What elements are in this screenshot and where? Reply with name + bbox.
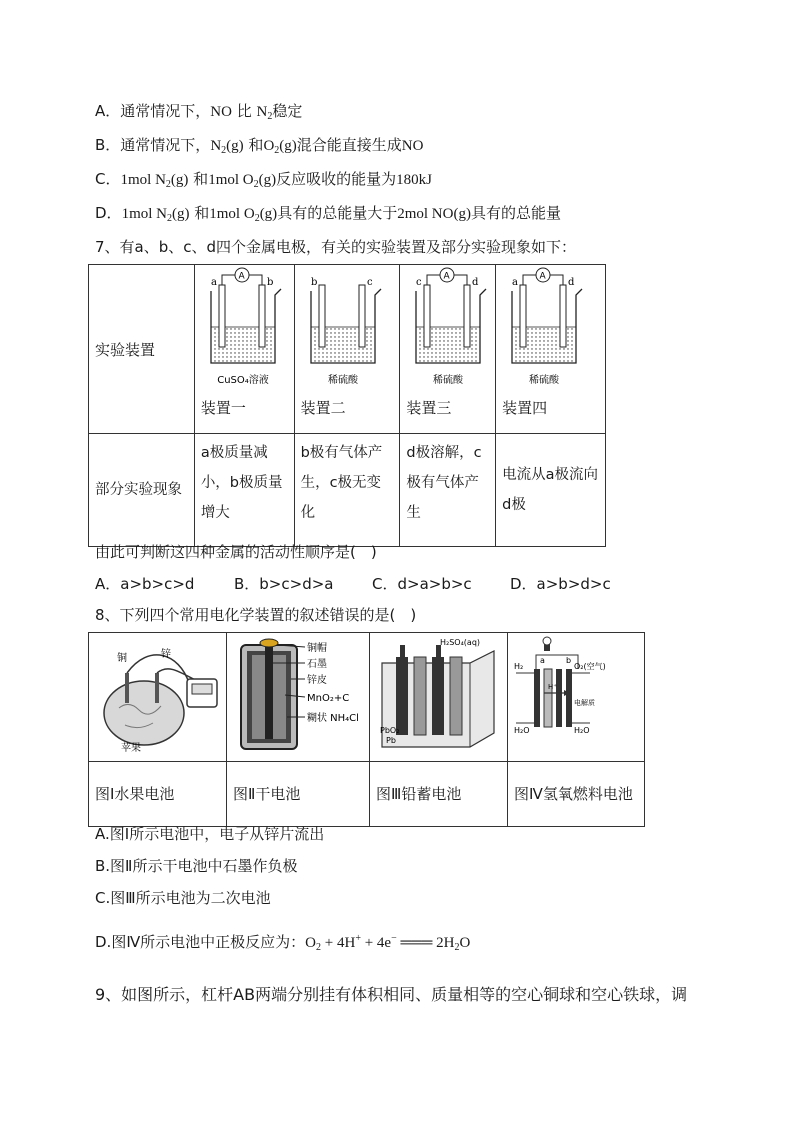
electrode-label-right: d bbox=[472, 277, 479, 288]
q8-figure-4 bbox=[508, 633, 645, 762]
lead-acid-battery-image bbox=[370, 633, 507, 757]
fuel-cell-label-electrolyte: 电解质 bbox=[574, 699, 595, 707]
q7-option-a: A．a>b>c>d bbox=[95, 575, 195, 593]
q6-option-c-text: 1mol $N_2(g)$ 和1mol $O_2(g)$反应吸收的能量为180kJ bbox=[120, 170, 432, 190]
q8-caption-2: 图Ⅱ干电池 bbox=[227, 762, 370, 827]
beaker-diagram bbox=[197, 267, 293, 395]
fruit-label-cu: 铜 bbox=[117, 653, 127, 664]
q7-question: 由此可判断这四种金属的活动性顺序是( ) bbox=[95, 543, 377, 561]
electrode-label-left: b bbox=[310, 277, 317, 288]
beaker-diagram bbox=[297, 267, 393, 395]
fuel-cell-label-a: a bbox=[540, 656, 545, 665]
q7-observation-1: a极质量减小，b极质量增大 bbox=[194, 434, 294, 547]
electrode-label-left: a bbox=[512, 277, 519, 288]
device-name: 装置四 bbox=[502, 399, 548, 417]
electrode-left bbox=[520, 285, 526, 347]
solution-label: CuSO₄溶液 bbox=[217, 375, 269, 386]
dry-cell-label-graphite: 石墨 bbox=[307, 659, 327, 670]
device-name: 装置三 bbox=[406, 399, 452, 417]
q6-option-d-text: 1mol $N_2(g)$ 和1mol $O_2(g)$具有的总能量大于2mol NO(g)具有的总能量 bbox=[121, 204, 561, 224]
electrode-left bbox=[319, 285, 325, 347]
q7-device-4 bbox=[496, 265, 606, 434]
ammeter-label: A bbox=[238, 271, 245, 282]
fruit-battery-image bbox=[89, 633, 226, 757]
electrode-label-right: d bbox=[568, 277, 575, 288]
lead-acid-label-pbo2: PbO₂ bbox=[380, 726, 400, 735]
lead-acid-label-pb: Pb bbox=[386, 736, 396, 745]
q9-stem: 9、如图所示，杠杆AB两端分别挂有体积相同、质量相等的空心铜球和空心铁球，调 bbox=[95, 985, 688, 1004]
electrode-left bbox=[424, 285, 430, 347]
q7-observation-2: b极有气体产生，c极无变化 bbox=[294, 434, 400, 547]
ammeter-label: A bbox=[443, 271, 451, 282]
beaker-diagram bbox=[498, 267, 594, 395]
q7-device-1 bbox=[194, 265, 294, 434]
fruit-label-apple: 苹果 bbox=[121, 743, 141, 754]
q8-caption-4: 图Ⅳ氢氧燃料电池 bbox=[508, 762, 645, 827]
beaker-diagram bbox=[402, 267, 498, 395]
dry-cell-image bbox=[227, 633, 369, 757]
electrode-right bbox=[259, 285, 265, 347]
fuel-cell-label-b: b bbox=[566, 656, 572, 665]
q8-figure-2 bbox=[227, 633, 370, 762]
solution-label: 稀硫酸 bbox=[433, 375, 464, 386]
q8-option-d: D.图Ⅳ所示电池中正极反应为：$O_2 + 4H^+ + 4e^-$ ═══ $2H_2O$ bbox=[95, 933, 471, 953]
fuel-cell-label-h2o-left: H₂O bbox=[514, 726, 530, 735]
q8-figure-3 bbox=[370, 633, 508, 762]
device-name: 装置一 bbox=[200, 399, 246, 417]
electrode-label-left: a bbox=[210, 277, 217, 288]
q7-option-d: D．a>b>d>c bbox=[510, 575, 611, 593]
electrode-label-right: c bbox=[366, 277, 373, 288]
electrode-left bbox=[219, 285, 225, 347]
dry-cell-label-nh4cl: 糊状 NH₄Cl bbox=[307, 713, 359, 724]
q7-option-b: B．b>c>d>a bbox=[234, 575, 334, 593]
solution-label: 稀硫酸 bbox=[327, 375, 358, 386]
q7-observation-3: d极溶解，c极有气体产生 bbox=[400, 434, 496, 547]
electrode-right bbox=[359, 285, 365, 347]
electrode-label-right: b bbox=[266, 277, 274, 288]
fuel-cell-image bbox=[508, 633, 644, 757]
dry-cell-label-cap: 铜帽 bbox=[307, 643, 327, 654]
q7-option-c: C．d>a>b>c bbox=[372, 575, 472, 593]
lead-acid-label-h2so4: H₂SO₄(aq) bbox=[440, 638, 481, 647]
q6-option-a-text: 通常情况下，NO 比 $N_2$稳定 bbox=[120, 102, 303, 122]
solution-label: 稀硫酸 bbox=[529, 375, 560, 386]
fruit-label-zn: 锌 bbox=[161, 649, 171, 660]
q7-row2-header: 部分实验现象 bbox=[89, 434, 195, 547]
electrode-label-left: c bbox=[416, 277, 422, 288]
q6-option-a: A．通常情况下，NO 比 $N_2$稳定 bbox=[95, 102, 303, 122]
electrode-right bbox=[560, 285, 566, 347]
dry-cell-label-mno2: MnO₂+C bbox=[307, 693, 350, 704]
q7-device-3 bbox=[400, 265, 496, 434]
q8-stem: 8、下列四个常用电化学装置的叙述错误的是( ) bbox=[95, 606, 417, 624]
q7-observation-4: 电流从a极流向d极 bbox=[496, 434, 606, 547]
fuel-cell-label-h2: H₂ bbox=[514, 662, 524, 671]
q8-caption-3: 图Ⅲ铅蓄电池 bbox=[370, 762, 508, 827]
q8-option-c: C.图Ⅲ所示电池为二次电池 bbox=[95, 889, 271, 907]
q6-option-b: B．通常情况下，$N_2(g)$ 和$O_2(g)$混合能直接生成NO bbox=[95, 136, 424, 156]
fuel-cell-label-o2: O₂(空气) bbox=[574, 662, 606, 671]
q8-figure-table bbox=[88, 632, 645, 827]
q8-option-a: A.图Ⅰ所示电池中，电子从锌片流出 bbox=[95, 825, 325, 843]
fuel-cell-label-h2o-right: H₂O bbox=[574, 726, 590, 735]
q6-option-d: D．1mol $N_2(g)$ 和1mol $O_2(g)$具有的总能量大于2mol NO(g)具有的总能量 bbox=[95, 204, 561, 224]
ammeter-label: A bbox=[539, 271, 546, 282]
q7-device-2 bbox=[294, 265, 400, 434]
device-name: 装置二 bbox=[300, 399, 346, 417]
q7-experiment-table bbox=[88, 264, 606, 547]
q8-caption-1: 图Ⅰ水果电池 bbox=[89, 762, 227, 827]
fuel-cell-label-hplus: H⁺ bbox=[548, 683, 557, 691]
electrode-right bbox=[464, 285, 470, 347]
q7-stem: 7、有a、b、c、d四个金属电极，有关的实验装置及部分实验现象如下： bbox=[95, 238, 577, 256]
q8-option-b: B.图Ⅱ所示干电池中石墨作负极 bbox=[95, 857, 298, 875]
dry-cell-label-zinc: 锌皮 bbox=[307, 675, 327, 686]
q8-figure-1 bbox=[89, 633, 227, 762]
q6-option-c: C．1mol $N_2(g)$ 和1mol $O_2(g)$反应吸收的能量为180kJ bbox=[95, 170, 432, 190]
q6-option-b-text: 通常情况下，$N_2(g)$ 和$O_2(g)$混合能直接生成NO bbox=[120, 136, 424, 156]
q7-row1-header: 实验装置 bbox=[89, 265, 195, 434]
